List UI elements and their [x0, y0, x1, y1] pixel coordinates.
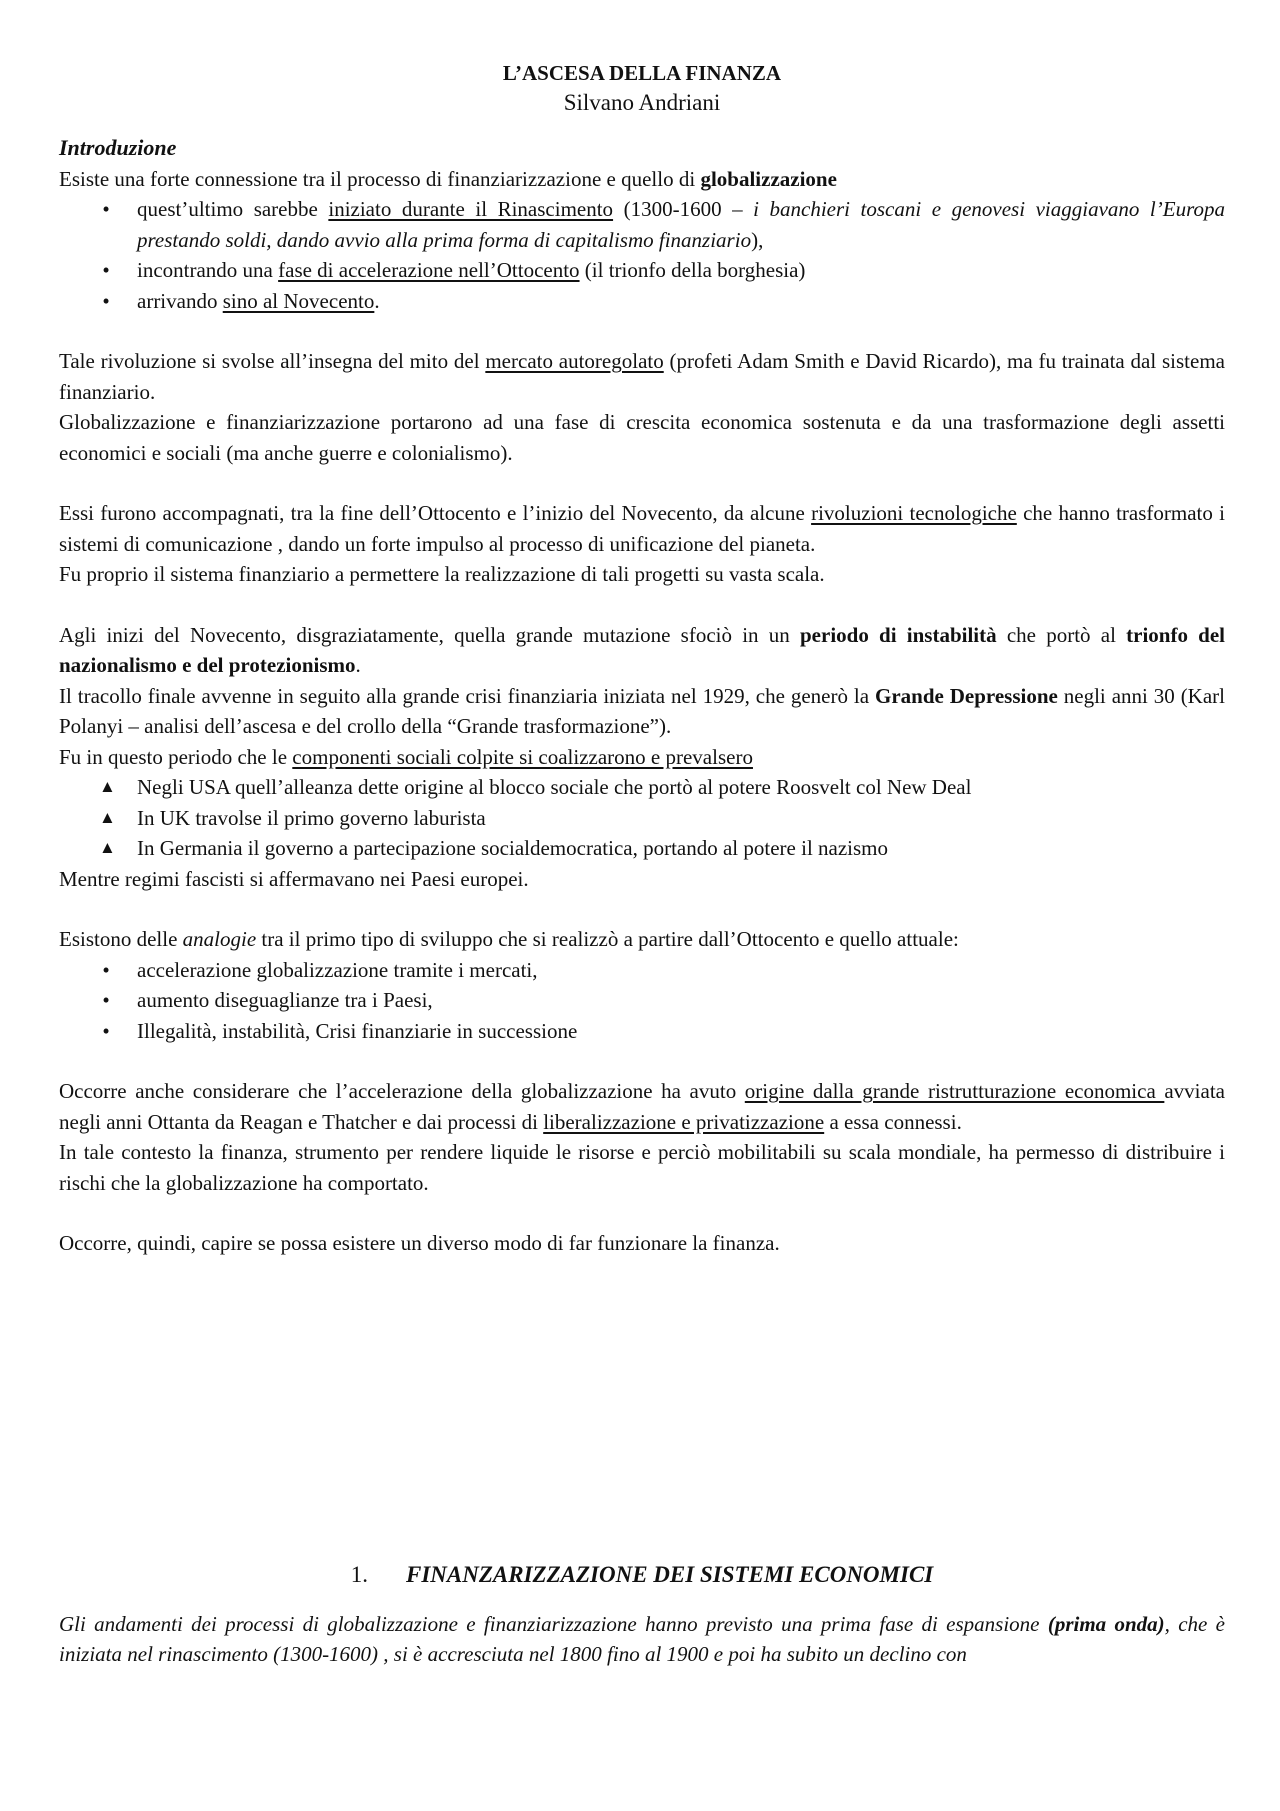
- intro-paragraph-4: Essi furono accompagnati, tra la fine dell’Ottocento e l’inizio del Novecento, da alcune rivoluzioni tecnologiche che hanno trasformato i sistemi di comunicazione , dando un forte impulso al processo di unificazione del pianeta.: [59, 501, 1225, 556]
- bullet-icon: •: [102, 988, 110, 1012]
- triangle-bullet-icon: ▲: [99, 838, 116, 857]
- section-number: 1.: [350, 1561, 369, 1587]
- list-item: • incontrando una fase di accelerazione nell’Ottocento (il trionfo della borghesia): [59, 255, 1225, 286]
- list-item: • accelerazione globalizzazione tramite i mercati,: [59, 955, 1225, 986]
- bullet-icon: •: [102, 258, 110, 282]
- bullet-icon: •: [102, 197, 110, 221]
- list-item: • Illegalità, instabilità, Crisi finanziarie in successione: [59, 1016, 1225, 1047]
- intro-paragraph-13: Occorre, quindi, capire se possa esistere un diverso modo di far funzionare la finanza.: [59, 1231, 780, 1255]
- document-author: Silvano Andriani: [563, 90, 721, 115]
- intro-heading: Introduzione: [59, 135, 177, 160]
- section-1-paragraph: Gli andamenti dei processi di globalizzazione e finanziarizzazione hanno previsto una prima fase di espansione (prima onda), che è iniziata nel rinascimento (1300-1600) , si è accresciuta nel 1800 fino al 1900 e poi ha subito un declino con: [59, 1611, 1226, 1666]
- section-1-heading: [59, 1559, 1225, 1591]
- intro-paragraph-8: Fu in questo periodo che le componenti sociali colpite si coalizzarono e prevalsero: [59, 744, 753, 769]
- intro-paragraph-2: Tale rivoluzione si svolse all’insegna del mito del mercato autoregolato (profeti Adam Smith e David Ricardo), ma fu trainata dal sistema finanziario.: [59, 349, 1225, 404]
- intro-paragraph-12: In tale contesto la finanza, strumento per rendere liquide le risorse e perciò mobilitabili su scala mondiale, ha permesso di distribuire i rischi che la globalizzazione ha comportato.: [59, 1140, 1225, 1195]
- list-item: ▲ In UK travolse il primo governo laburista: [59, 803, 1225, 834]
- list-item: • aumento diseguaglianze tra i Paesi,: [59, 985, 1225, 1016]
- list-item: • arrivando sino al Novecento.: [59, 286, 1225, 317]
- list-item: ▲ In Germania il governo a partecipazione socialdemocratica, portando al potere il nazismo: [59, 833, 1225, 864]
- section-title: FINANZARIZZAZIONE DEI SISTEMI ECONOMICI: [406, 1561, 934, 1587]
- intro-paragraph-11: Occorre anche considerare che l’accelerazione della globalizzazione ha avuto origine dalla grande ristrutturazione economica avviata negli anni Ottanta da Reagan e Thatcher e dai processi di liberalizzazione e privatizzazione a essa connessi.: [59, 1079, 1225, 1134]
- bullet-icon: •: [102, 288, 110, 313]
- bullet-list-analogies: [59, 955, 1225, 1047]
- bullet-list-origins: [59, 194, 1225, 316]
- document-page: [59, 58, 1225, 1670]
- list-item: • quest’ultimo sarebbe iniziato durante il Rinascimento (1300-1600 – i banchieri toscani e genovesi viaggiavano l’Europa prestando soldi, dando avvio alla prima forma di capitalismo finanziario),: [59, 194, 1225, 255]
- bullet-icon: •: [102, 957, 110, 982]
- list-item: ▲ Negli USA quell’alleanza dette origine al blocco sociale che portò al potere Roosvelt col New Deal: [59, 772, 1225, 803]
- intro-paragraph-7: Il tracollo finale avvenne in seguito alla grande crisi finanziaria iniziata nel 1929, che generò la Grande Depressione negli anni 30 (Karl Polanyi – analisi dell’ascesa e del crollo della “Grande trasformazione”).: [59, 683, 1225, 738]
- intro-paragraph-3: Globalizzazione e finanziarizzazione portarono ad una fase di crescita economica sostenuta e da una trasformazione degli assetti economici e sociali (ma anche guerre e colonialismo).: [59, 410, 1225, 465]
- intro-paragraph-5: Fu proprio il sistema finanziario a permettere la realizzazione di tali progetti su vasta scala.: [59, 562, 825, 586]
- intro-paragraph-6: Agli inizi del Novecento, disgraziatamente, quella grande mutazione sfociò in un periodo di instabilità che portò al trionfo del nazionalismo e del protezionismo.: [59, 622, 1226, 677]
- intro-paragraph-1: Esiste una forte connessione tra il processo di finanziarizzazione e quello di globalizzazione: [59, 166, 837, 191]
- triangle-list-coalitions: [59, 772, 1225, 864]
- intro-paragraph-9: Mentre regimi fascisti si affermavano nei Paesi europei.: [59, 866, 529, 891]
- triangle-bullet-icon: ▲: [99, 807, 116, 827]
- intro-paragraph-10: Esistono delle analogie tra il primo tipo di sviluppo che si realizzò a partire dall’Ottocento e quello attuale:: [59, 927, 959, 951]
- document-title: L’ASCESA DELLA FINANZA: [502, 61, 782, 85]
- triangle-bullet-icon: ▲: [99, 777, 116, 796]
- bullet-icon: •: [102, 1018, 110, 1043]
